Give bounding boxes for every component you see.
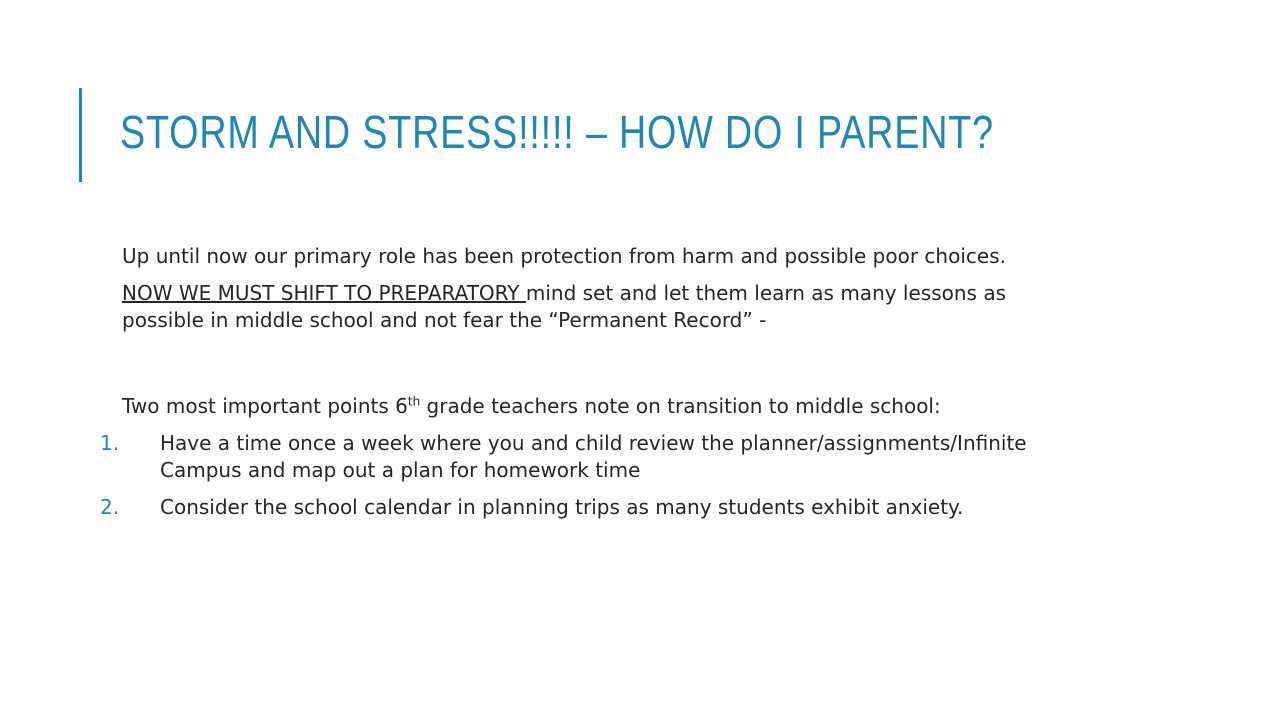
- list-item-text: Consider the school calendar in planning trips as many students exhibit anxiety.: [160, 495, 964, 519]
- slide-title: STORM AND STRESS!!!!! – HOW DO I PARENT?: [120, 106, 994, 158]
- paragraph-spacer: [122, 344, 1082, 393]
- list-item-number: 2.: [100, 495, 120, 519]
- paragraph-protection: Up until now our primary role has been protection from harm and possible poor choices.: [122, 244, 1006, 268]
- list-item: [100, 494, 1082, 521]
- preparatory-underlined-text: NOW WE MUST SHIFT TO PREPARATORY: [122, 281, 526, 305]
- list-item-number: 1.: [100, 431, 120, 455]
- paragraph-preparatory: [122, 280, 1082, 334]
- superscript-th: th: [407, 394, 421, 409]
- two-points-text-end: grade teachers note on transition to middle school:: [420, 394, 941, 418]
- slide-body: [100, 243, 1082, 531]
- title-accent-bar: [79, 88, 82, 182]
- two-points-text-start: Two most important points 6: [122, 394, 408, 418]
- paragraph-two-points: [122, 393, 1082, 420]
- list-item: [100, 430, 1082, 484]
- numbered-list: [100, 430, 1082, 521]
- list-item-text: Have a time once a week where you and child review the planner/assignments/Infinite Campus and map out a plan for homework time: [160, 431, 1027, 482]
- preparatory-rest-text: mind set and let them learn as many lessons as possible in middle school and not fear the “Permanent Record” -: [122, 281, 1007, 332]
